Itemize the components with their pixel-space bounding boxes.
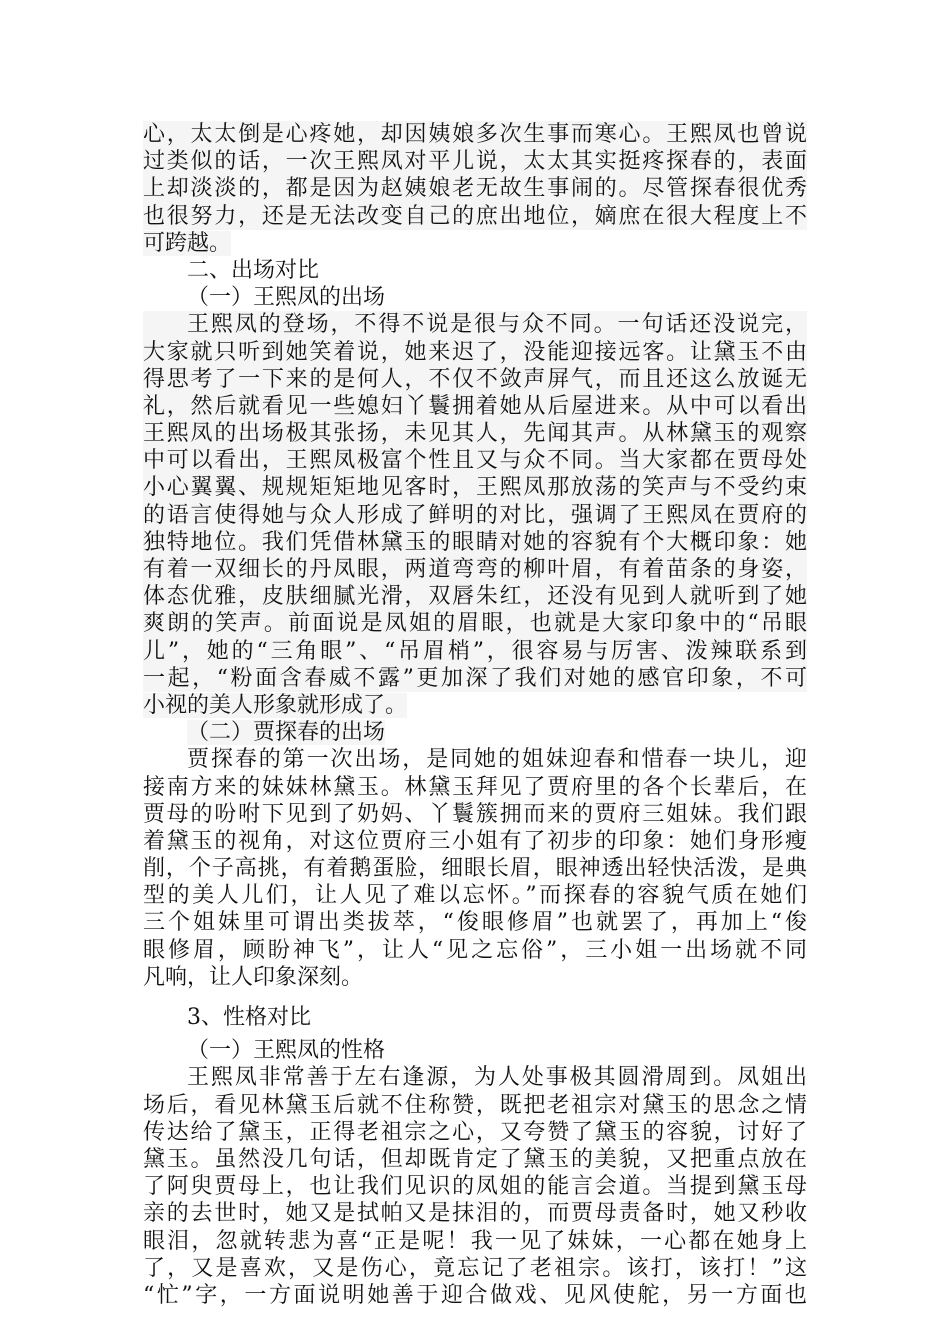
document-body xyxy=(143,121,807,1309)
subsection-heading: （二）贾探春的出场 xyxy=(187,720,386,746)
text-line: 了阿臾贾母上，也让我们见识的凤姐的能言会道。当提到黛玉母 xyxy=(143,1174,807,1200)
subsection-heading: （一）王熙凤的出场 xyxy=(187,285,386,311)
text-line: 黛玉。虽然没几句话，但却既肯定了黛玉的美貌，又把重点放在 xyxy=(143,1146,807,1172)
text-line: 眼修眉，顾盼神飞”，让人“见之忘俗”，三小姐一出场就不同 xyxy=(143,937,807,963)
text-line: 大家就只听到她笑着说，她来迟了，没能迎接远客。让黛玉不由 xyxy=(143,339,807,365)
paragraph-intro xyxy=(143,121,807,257)
section-heading: 3、性格对比 xyxy=(187,1005,311,1030)
text-line: 小心翼翼、规规矩矩地见客时，王熙凤那放荡的笑声与不受约束 xyxy=(143,475,807,501)
text-line: 有着一双细长的丹凤眼，两道弯弯的柳叶眉，有着苗条的身姿， xyxy=(143,557,807,582)
text-line: 着黛玉的视角，对这位贾府三小姐有了初步的印象：她们身形瘦 xyxy=(143,828,807,854)
text-line: 贾探春的第一次出场，是同她的姐妹迎春和惜春一块儿，迎 xyxy=(187,747,807,773)
text-line: 上却淡淡的，都是因为赵姨娘老无故生事闹的。尽管探春很优秀 xyxy=(143,176,807,202)
text-line: 心，太太倒是心疼她，却因姨娘多次生事而寒心。王熙凤也曾说 xyxy=(143,122,807,147)
text-line: 王熙凤的出场极其张扬，未见其人，先闻其声。从林黛玉的观察 xyxy=(143,421,807,447)
paragraph-jia-appearance xyxy=(143,746,807,991)
section-heading: 二、出场对比 xyxy=(187,257,320,283)
text-line: 过类似的话，一次王熙凤对平儿说，太太其实挺疼探春的，表面 xyxy=(143,149,807,175)
text-line: 三个姐妹里可谓出类拔萃，“俊眼修眉”也就罢了，再加上“俊 xyxy=(143,910,807,936)
text-line: 中可以看出，王熙凤极富个性且又与众不同。当大家都在贾母处 xyxy=(143,448,807,474)
text-line: 礼，然后就看见一些媳妇丫鬟拥着她从后屋进来。从中可以看出 xyxy=(143,393,807,419)
text-line: 接南方来的妹妹林黛玉。林黛玉拜见了贾府里的各个长辈后，在 xyxy=(143,774,807,800)
paragraph-wang-appearance xyxy=(143,311,807,719)
subsection-heading: （一）王熙凤的性格 xyxy=(187,1038,386,1064)
text-line: 亲的去世时，她又是拭帕又是抹泪的，而贾母责备时，她又秒收 xyxy=(143,1201,807,1227)
text-line: 得思考了一下来的是何人，不仅不敛声屏气，而且还这么放诞无 xyxy=(143,366,807,392)
text-line: 王熙凤非常善于左右逢源，为人处事极其圆滑周到。凤姐出 xyxy=(187,1065,807,1091)
text-line: 型的美人儿们，让人见了难以忘怀。”而探春的容貌气质在她们 xyxy=(143,883,807,909)
text-line: 贾母的吩咐下见到了奶妈、丫鬟簇拥而来的贾府三姐妹。我们跟 xyxy=(143,801,807,827)
text-line: 削，个子高挑，有着鹅蛋脸，细眼长眉，眼神透出轻快活泼，是典 xyxy=(143,856,807,882)
text-line: 可跨越。 xyxy=(143,230,232,256)
text-line: 小视的美人形象就形成了。 xyxy=(143,692,408,718)
text-line: 眼泪，忽就转悲为喜“正是呢！我一见了妹妹，一心都在她身上 xyxy=(143,1228,807,1254)
text-line: 了，又是喜欢，又是伤心，竟忘记了老祖宗。该打，该打！”这 xyxy=(143,1255,807,1281)
paragraph-wang-character xyxy=(143,1064,807,1309)
text-line: 儿”，她的“三角眼”、“吊眉梢”，很容易与厉害、泼辣联系到 xyxy=(143,638,807,664)
text-line: 一起，“粉面含春威不露”更加深了我们对她的感官印象，不可 xyxy=(143,665,807,691)
text-line: 传达给了黛玉，正得老祖宗之心，又夸赞了黛玉的容貌，讨好了 xyxy=(143,1119,807,1145)
text-line: 王熙凤的登场，不得不说是很与众不同。一句话还没说完， xyxy=(143,311,807,338)
text-line: “忙”字，一方面说明她善于迎合做戏、见风使舵，另一方面也 xyxy=(143,1282,807,1308)
text-line: 体态优雅，皮肤细腻光滑，双唇朱红，还没有见到人就听到了她 xyxy=(143,584,807,610)
text-line: 爽朗的笑声。前面说是凤姐的眉眼，也就是大家印象中的“吊眼 xyxy=(143,611,807,637)
text-line: 的语言使得她与众人形成了鲜明的对比，强调了王熙凤在贾府的 xyxy=(143,502,807,528)
text-line: 独特地位。我们凭借林黛玉的眼睛对她的容貌有个大概印象：她 xyxy=(143,529,807,555)
text-line: 场后，看见林黛玉后就不住称赞，既把老祖宗对黛玉的思念之情 xyxy=(143,1092,807,1118)
text-line: 也很努力，还是无法改变自己的庶出地位，嫡庶在很大程度上不 xyxy=(143,203,807,229)
text-line: 凡响，让人印象深刻。 xyxy=(143,964,364,990)
